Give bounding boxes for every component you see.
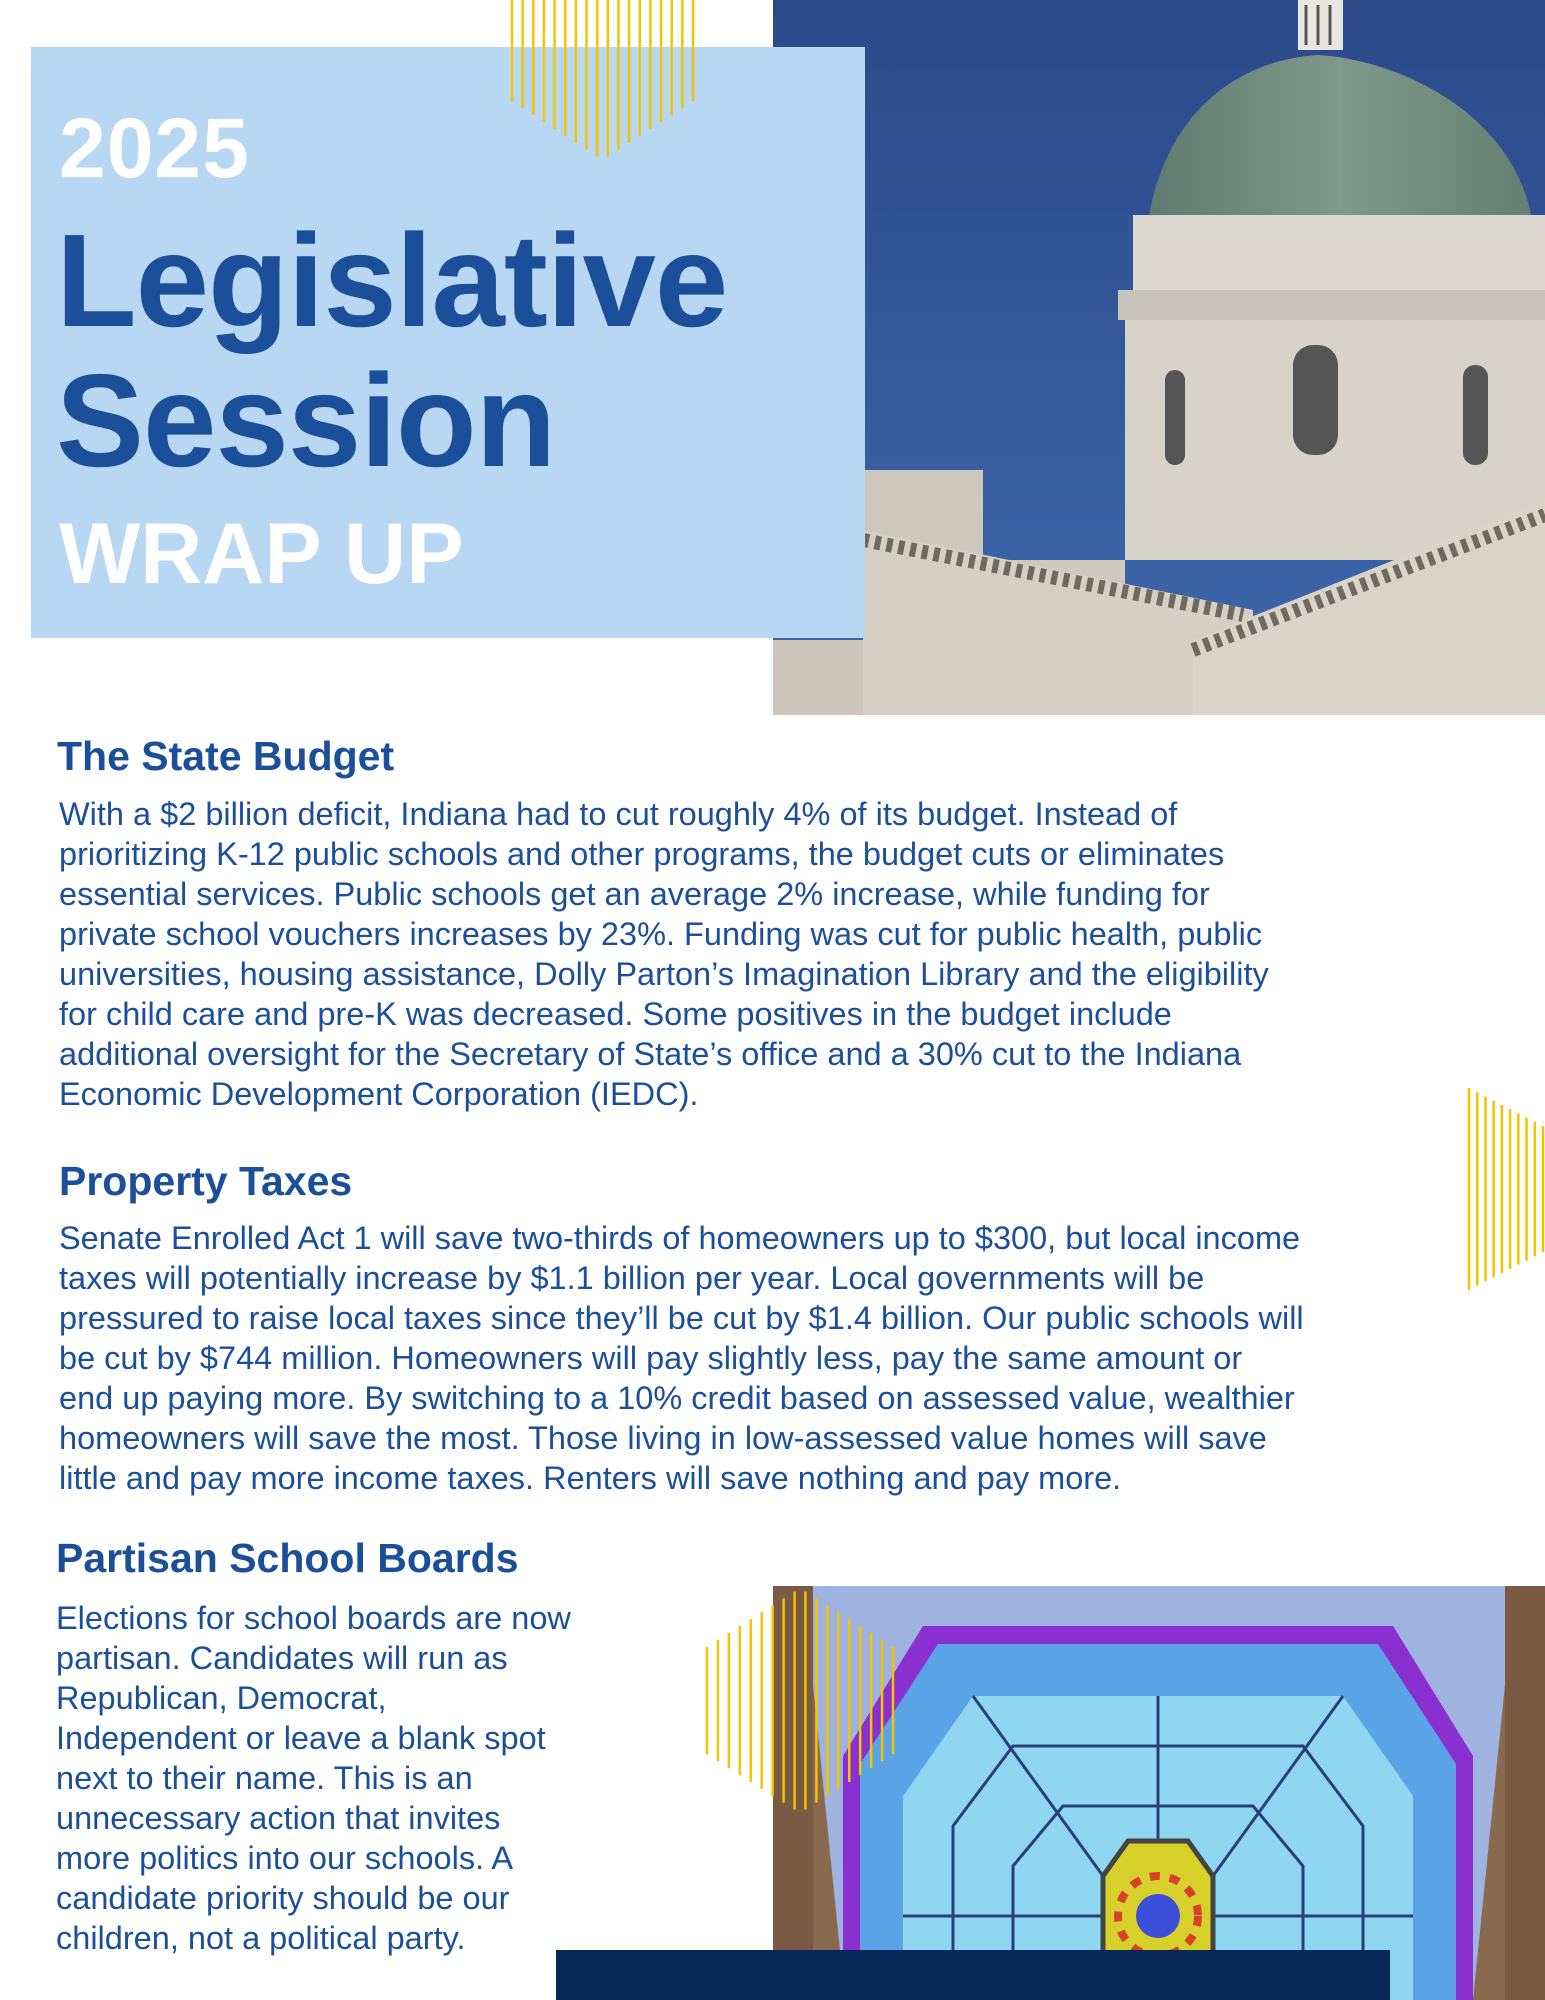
hero-title-line2: Session <box>56 347 556 494</box>
text-line: more politics into our schools. A <box>56 1840 514 1876</box>
section-heading-state-budget: The State Budget <box>57 733 395 779</box>
hero-title-line1: Legislative <box>56 207 728 354</box>
text-line: homeowners will save the most. Those living in low-assessed value homes will save <box>59 1420 1267 1456</box>
hero-year: 2025 <box>59 101 250 195</box>
section-body-property-taxes <box>59 1218 1304 1498</box>
text-line: unnecessary action that invites <box>56 1800 501 1836</box>
text-line: Republican, Democrat, <box>56 1680 387 1716</box>
text-line: Elections for school boards are now <box>56 1600 571 1636</box>
text-line: pressured to raise local taxes since they’ll be cut by $1.4 billion. Our public schools will <box>59 1300 1304 1336</box>
text-line: Senate Enrolled Act 1 will save two-thirds of homeowners up to $300, but local income <box>59 1220 1301 1256</box>
section-body-state-budget <box>59 794 1269 1114</box>
section-heading-partisan-school-boards: Partisan School Boards <box>56 1535 519 1581</box>
yellow-stripes-decoration <box>705 1588 895 1813</box>
text-line: private school vouchers increases by 23%. Funding was cut for public health, public <box>59 916 1263 952</box>
text-line: Economic Development Corporation (IEDC). <box>59 1076 699 1112</box>
text-line: universities, housing assistance, Dolly Parton’s Imagination Library and the eligibility <box>59 956 1269 992</box>
text-line: little and pay more income taxes. Renters will save nothing and pay more. <box>59 1460 1122 1496</box>
text-line: next to their name. This is an <box>56 1760 473 1796</box>
section-heading-property-taxes: Property Taxes <box>59 1158 353 1204</box>
footer-navy-bar <box>556 1950 1390 2000</box>
text-line: additional oversight for the Secretary of State’s office and a 30% cut to the Indiana <box>59 1036 1242 1072</box>
text-line: partisan. Candidates will run as <box>56 1640 508 1676</box>
text-line: Independent or leave a blank spot <box>56 1720 546 1756</box>
text-line: taxes will potentially increase by $1.1 billion per year. Local governments will be <box>59 1260 1205 1296</box>
yellow-stripes-decoration <box>510 0 695 160</box>
section-body-partisan-school-boards <box>56 1598 571 1958</box>
text-line: candidate priority should be our <box>56 1880 510 1916</box>
text-line: for child care and pre-K was decreased. Some positives in the budget include <box>59 996 1172 1032</box>
text-line: With a $2 billion deficit, Indiana had to cut roughly 4% of its budget. Instead of <box>59 796 1178 832</box>
text-line: essential services. Public schools get an average 2% increase, while funding for <box>59 876 1210 912</box>
yellow-stripes-decoration <box>1467 1087 1545 1291</box>
text-line: prioritizing K-12 public schools and other programs, the budget cuts or eliminates <box>59 836 1225 872</box>
capitol-dome-photo <box>773 0 1545 715</box>
text-line: end up paying more. By switching to a 10% credit based on assessed value, wealthier <box>59 1380 1295 1416</box>
hero-subtitle: WRAP UP <box>59 506 464 602</box>
text-line: children, not a political party. <box>56 1920 466 1956</box>
text-line: be cut by $744 million. Homeowners will pay slightly less, pay the same amount or <box>59 1340 1243 1376</box>
